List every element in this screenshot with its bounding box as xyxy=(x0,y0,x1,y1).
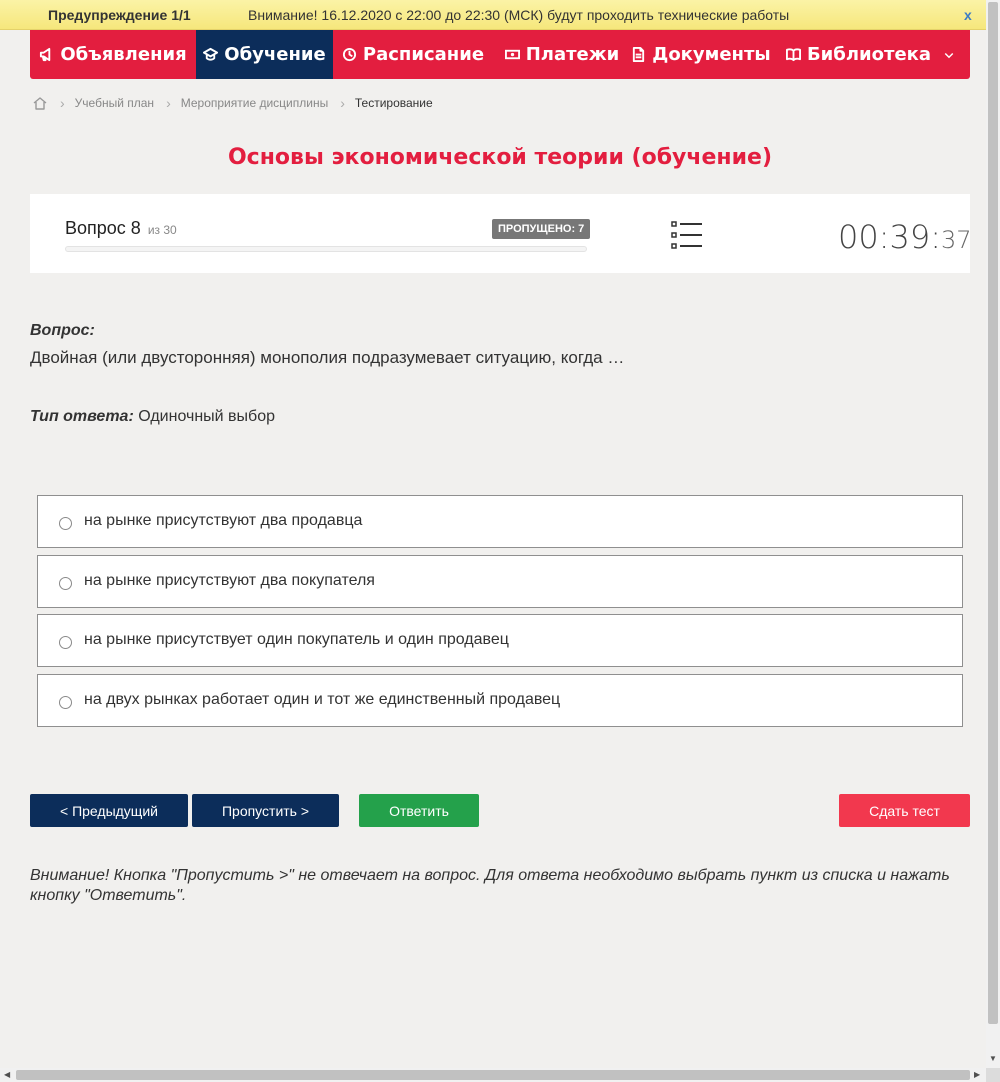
nav-item-learning[interactable] xyxy=(196,30,333,79)
graduation-cap-icon xyxy=(203,47,218,62)
nav-item-label: Обучение xyxy=(224,44,326,65)
nav-item-schedule[interactable] xyxy=(333,30,493,79)
warning-counter: Предупреждение 1/1 xyxy=(48,7,191,23)
answer-radio[interactable] xyxy=(59,636,72,649)
question-status-panel xyxy=(30,194,970,273)
list-icon[interactable] xyxy=(670,220,704,250)
scroll-left-arrow-icon[interactable]: ◀ xyxy=(4,1070,11,1079)
nav-item-label: Расписание xyxy=(362,44,485,65)
warning-close-button[interactable]: x xyxy=(964,7,972,23)
question-total: из 30 xyxy=(147,223,177,237)
answer-option-text: на рынке присутствуют два продавца xyxy=(84,512,363,529)
answer-option[interactable] xyxy=(37,555,963,608)
previous-button[interactable]: < Предыдущий xyxy=(30,794,188,827)
submit-test-button[interactable]: Сдать тест xyxy=(839,794,970,827)
page-title: Основы экономической теории (обучение) xyxy=(227,145,773,170)
breadcrumb-separator: › xyxy=(60,95,65,111)
breadcrumb-separator: › xyxy=(340,95,345,111)
book-icon xyxy=(786,47,801,62)
answer-option[interactable] xyxy=(37,495,963,548)
skip-notice: Внимание! Кнопка "Пропустить >" не отвечает на вопрос. Для ответа необходимо выбрать пункт из списка и нажать кнопку "Ответить". xyxy=(30,867,950,904)
breadcrumb-discipline-event[interactable]: Мероприятие дисциплины xyxy=(180,96,329,110)
nav-item-library[interactable] xyxy=(771,30,970,79)
progress-bar xyxy=(65,246,587,252)
timer-seconds: 37 xyxy=(941,226,972,254)
answer-radio[interactable] xyxy=(59,696,72,709)
skipped-badge: ПРОПУЩЕНО: 7 xyxy=(492,219,590,239)
answer-option[interactable] xyxy=(37,614,963,667)
answer-type-value: Одиночный выбор xyxy=(138,408,275,425)
nav-item-label: Документы xyxy=(652,44,771,65)
money-icon xyxy=(505,47,520,62)
answer-type-label: Тип ответа: xyxy=(30,408,134,425)
chevron-down-icon xyxy=(943,49,955,61)
clock-icon xyxy=(342,47,357,62)
warning-text: Внимание! 16.12.2020 с 22:00 до 22:30 (МСК) будут проходить технические работы xyxy=(248,7,790,23)
timer xyxy=(838,218,972,256)
question-label: Вопрос: xyxy=(30,322,95,339)
answer-button[interactable]: Ответить xyxy=(359,794,479,827)
scrollbar-corner xyxy=(986,1068,1000,1082)
answer-radio[interactable] xyxy=(59,517,72,530)
scroll-right-arrow-icon[interactable]: ▶ xyxy=(974,1070,981,1079)
answer-option-text: на двух рынках работает один и тот же единственный продавец xyxy=(84,691,561,708)
answer-radio[interactable] xyxy=(59,577,72,590)
skip-button[interactable]: Пропустить > xyxy=(192,794,339,827)
answer-type xyxy=(30,408,275,426)
nav-item-payments[interactable] xyxy=(493,30,631,79)
nav-item-label: Библиотека xyxy=(806,44,932,65)
vertical-scrollbar[interactable] xyxy=(986,0,1000,1068)
answer-option-text: на рынке присутствует один покупатель и один продавец xyxy=(84,631,509,648)
home-icon[interactable] xyxy=(32,95,48,111)
question-number-label: Вопрос 8 xyxy=(65,218,141,238)
answer-option[interactable] xyxy=(37,674,963,727)
breadcrumb-current: Тестирование xyxy=(354,96,433,110)
breadcrumb-separator: › xyxy=(166,95,171,111)
breadcrumb xyxy=(32,93,433,113)
question-text: Двойная (или двусторонняя) монополия подразумевает ситуацию, когда … xyxy=(30,348,625,367)
scroll-down-arrow-icon[interactable]: ▼ xyxy=(989,1054,997,1063)
nav-item-label: Объявления xyxy=(60,44,187,65)
main-nav xyxy=(30,30,970,79)
answer-option-text: на рынке присутствуют два покупателя xyxy=(84,572,375,589)
timer-main: 00:39: xyxy=(838,218,941,256)
question-number xyxy=(65,218,177,239)
nav-item-documents[interactable] xyxy=(631,30,771,79)
nav-item-announcements[interactable] xyxy=(30,30,196,79)
horizontal-scrollbar[interactable] xyxy=(0,1068,986,1082)
document-icon xyxy=(631,47,646,62)
warning-bar xyxy=(0,0,986,30)
nav-item-label: Платежи xyxy=(525,44,620,65)
breadcrumb-curriculum[interactable]: Учебный план xyxy=(74,96,155,110)
megaphone-icon xyxy=(39,47,54,62)
horizontal-scroll-thumb[interactable] xyxy=(16,1070,970,1080)
vertical-scroll-thumb[interactable] xyxy=(988,2,998,1024)
